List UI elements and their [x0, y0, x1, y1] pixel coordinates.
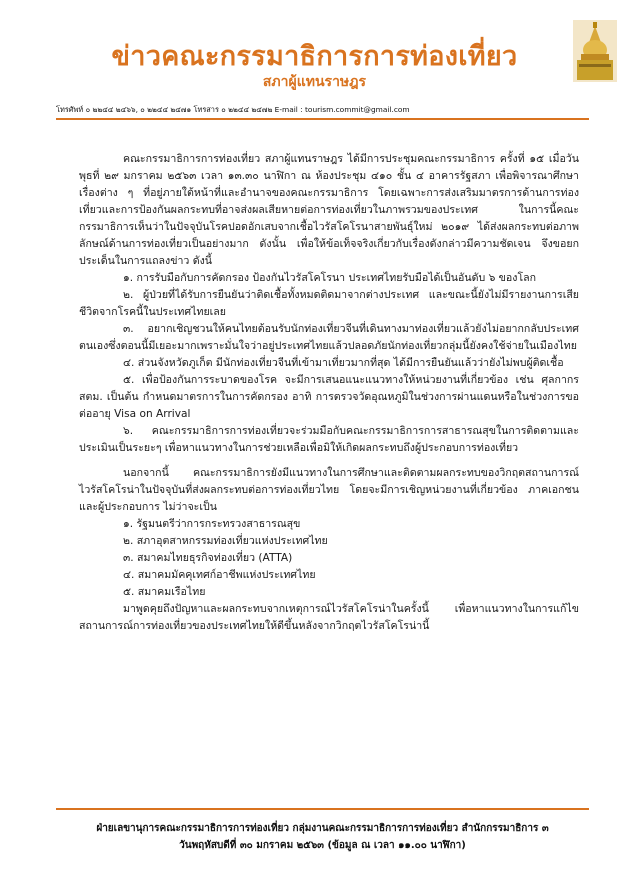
newsletter-title: ข่าวคณะกรรมาธิการการท่องเที่ยว [111, 41, 518, 72]
org-list-item: ๒. สภาอุตสาหกรรมท่องเที่ยวแห่งประเทศไทย [123, 535, 328, 547]
point-item: ๒. ผู้ป่วยที่ได้รับการยืนยันว่าติดเชื้อทั้งหมดติดมาจากต่างประเทศ และขณะนี้ยังไม่มีรายงานการเสียชีวิตจากโรคนี้ในประเทศไทยเลย [79, 289, 579, 318]
footer-department: ฝ่ายเลขานุการคณะกรรมาธิการการท่องเที่ยว กลุ่มงานคณะกรรมาธิการการท่องเที่ยว สำนักกรรมาธิการ ๓ [96, 823, 549, 834]
newsletter-subtitle: สภาผู้แทนราษฎร [262, 74, 367, 90]
header-divider [56, 118, 589, 120]
org-list-item: ๑. รัฐมนตรีว่าการกระทรวงสาธารณสุข [123, 518, 301, 530]
point-item: ๓. อยากเชิญชวนให้คนไทยต้อนรับนักท่องเที่ยวจีนที่เดินทางมาท่องเที่ยวแล้วยังไม่อยากกลับประเทศตนเองซึ่งตอนนี้มีเยอะมากเพราะมั่นใจว่าอยู่ประเทศไทยแล้วปลอดภัยนักท่องเที่ยวกลุ่มนี้ยังคงใช้จ่ายในเมืองไทย [79, 323, 579, 352]
org-list-item: ๔. สมาคมมัคคุเทศก์อาชีพแห่งประเทศไทย [123, 569, 316, 581]
intro-paragraph: คณะกรรมาธิการการท่องเที่ยว สภาผู้แทนราษฎร ได้มีการประชุมคณะกรรมาธิการ ครั้งที่ ๑๕ เมื่อวันพุธที่ ๒๙ มกราคม ๒๕๖๓ เวลา ๑๓.๓๐ นาฬิกา ณ ห้องประชุม ๔๑๐ ชั้น ๔ อาคารรัฐสภา เพื่อพิจารณาศึกษาเรื่องต่าง ๆ ที่อยู่ภายใต้หน้าที่และอำนาจของคณะกรรมาธิการ โดยเฉพาะการส่งเสริมมาตรการด้านการท่องเที่ยวและการป้องกันผลกระทบที่อาจส่งผลเสียหายต่อการท่องเที่ยวในภาพรวมของประเทศ ในการนี้คณะกรรมาธิการเห็นว่าในปัจจุบันโรคปอดอักเสบจากเชื้อไวรัสโคโรนาสายพันธุ์ใหม่ ๒๐๑๙ ได้ส่งผลกระทบต่อภาพลักษณ์ด้านการท่องเที่ยวเป็นอย่างมาก ดังนั้น เพื่อให้ข้อเท็จจริงเกี่ยวกับเรื่องดังกล่าวมีความชัดเจน จึงขอยกประเด็นในการแถลงข่าว ดังนี้ [79, 153, 579, 267]
closing-paragraph: มาพูดคุยถึงปัญหาและผลกระทบจากเหตุการณ์ไวรัสโคโรน่าในครั้งนี้ เพื่อหาแนวทางในการแก้ไขสถานการณ์การท่องเที่ยวของประเทศไทยให้ดีขึ้นหลังจากวิกฤตไวรัสโคโรน่านี้ [79, 603, 579, 632]
contact-info: โทรศัพท์ ๐ ๒๒๔๔ ๒๔๖๖, ๐ ๒๒๔๔ ๒๔๗๑ โทรสาร ๐ ๒๒๔๔ ๒๔๗๒ E-mail : tourism.commit@gmail.com [56, 105, 410, 114]
press-release-body [79, 151, 579, 635]
footer-divider [56, 808, 589, 810]
footer-date: วันพฤหัสบดีที่ ๓๐ มกราคม ๒๕๖๓ (ข้อมูล ณ เวลา ๑๑.๐๐ นาฬิกา) [179, 840, 466, 851]
org-list-item: ๓. สมาคมไทยธุรกิจท่องเที่ยว (ATTA) [123, 552, 293, 564]
parliament-building-icon [573, 20, 617, 82]
org-list-item: ๕. สมาคมเรือไทย [123, 586, 206, 598]
footer [56, 820, 589, 854]
point-item: ๔. ส่วนจังหวัดภูเก็ต มีนักท่องเที่ยวจีนที่เข้ามาเที่ยวมากที่สุด ได้มีการยืนยันแล้วว่ายังไม่พบผู้ติดเชื้อ [123, 357, 564, 369]
point-item: ๖. คณะกรรมาธิการการท่องเที่ยวจะร่วมมือกับคณะกรรมาธิการการสาธารณสุขในการติดตามและประเมินเป็นระยะๆ เพื่อหาแนวทางในการช่วยเหลือเพื่อมิให้เกิดผลกระทบถึงผู้ประกอบการท่องเที่ยว [79, 425, 579, 454]
point-item: ๑. การรับมือกับการคัดกรอง ป้องกันไวรัสโคโรนา ประเทศไทยรับมือได้เป็นอันดับ ๖ ของโลก [123, 272, 537, 284]
follow-up-paragraph: นอกจากนี้ คณะกรรมาธิการยังมีแนวทางในการศึกษาและติดตามผลกระทบของวิกฤตสถานการณ์ไวรัสโคโรน่าในปัจจุบันที่ส่งผลกระทบต่อการท่องเที่ยวไทย โดยจะมีการเชิญหน่วยงานที่เกี่ยวข้อง ภาคเอกชน และผู้ประกอบการ ไม่ว่าจะเป็น [79, 467, 579, 513]
point-item: ๕. เพื่อป้องกันการระบาดของโรค จะมีการเสนอแนะแนวทางให้หน่วยงานที่เกี่ยวข้อง เช่น ศุลกากร สตม. เป็นต้น กำหนดมาตรการในการคัดกรอง อาทิ การตรวจวัดอุณหภูมิในช่วงการผ่านแดนหรือในช่วงการขอต่ออายุ Visa on Arrival [79, 374, 579, 420]
